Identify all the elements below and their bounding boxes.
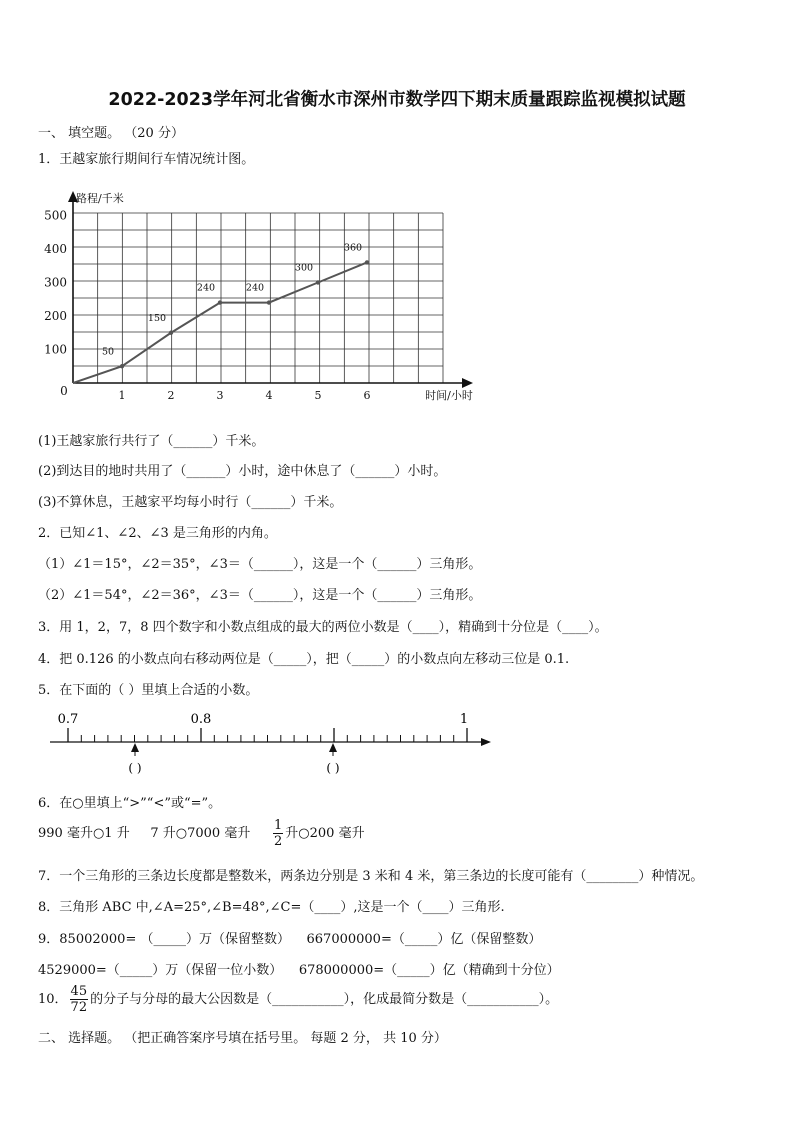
question-1-part-2: (2)到达目的地时共用了（______）小时，途中休息了（______）小时。	[38, 464, 447, 479]
question-1-part-1: (1)王越家旅行共行了（______）千米。	[38, 434, 265, 449]
number-line-arrowhead	[481, 738, 491, 746]
question-6-item-a: 990 毫升○1 升	[38, 826, 130, 841]
question-2-part-1: （1）∠1＝15°，∠2＝35°，∠3＝（______），这是一个（______）三角形。	[38, 557, 482, 572]
y-tick-label: 100	[44, 342, 67, 357]
series-line	[73, 262, 367, 383]
question-9-row-1	[38, 928, 541, 947]
question-6-item-b: 7 升○7000 毫升	[150, 826, 251, 841]
number-line-pointer-2	[329, 743, 337, 756]
question-6-intro: 6．在○里填上“>”“<”或“=”。	[38, 796, 222, 811]
data-point	[365, 260, 369, 264]
data-label: 50	[101, 346, 115, 358]
number-line	[38, 706, 508, 781]
y-tick-label: 200	[44, 309, 67, 323]
x-tick-label: 2	[167, 389, 175, 402]
page-title: 2022-2023学年河北省衡水市深州市数学四下期末质量跟踪监视模拟试题	[108, 90, 686, 110]
question-10-number: 10．	[38, 992, 68, 1007]
x-tick-label: 4	[265, 389, 273, 402]
question-3: 3．用 1，2，7，8 四个数字和小数点组成的最大的两位小数是（____），精确到十分位是（____）。	[38, 620, 608, 635]
question-6-items	[38, 818, 365, 849]
section-heading-fill-blank: 一、 填空题。 （20 分）	[38, 126, 184, 141]
x-axis-arrowhead	[462, 378, 473, 388]
x-tick-label: 5	[314, 389, 322, 402]
question-9-item-d: 678000000=（_____）亿（精确到十分位）	[298, 963, 560, 978]
x-tick-label: 3	[216, 389, 224, 402]
question-6-item-c: 升○200 毫升	[285, 826, 365, 841]
number-line-blank-1: ( )	[128, 761, 142, 775]
number-line-pointer-1	[131, 743, 139, 756]
number-line-label-start: 0.7	[57, 712, 79, 727]
origin-label: 0	[60, 384, 68, 398]
question-5: 5．在下面的（ ）里填上合适的小数。	[38, 683, 259, 698]
line-chart	[38, 180, 478, 408]
data-point	[120, 364, 124, 368]
question-2-intro: 2．已知∠1、∠2、∠3 是三角形的内角。	[38, 526, 277, 541]
data-point	[267, 300, 271, 304]
data-label: 300	[294, 262, 314, 274]
question-2-part-2: （2）∠1＝54°，∠2＝36°，∠3＝（______），这是一个（______）三角形。	[38, 588, 482, 603]
section-heading-multiple-choice: 二、 选择题。 （把正确答案序号填在括号里。 每题 2 分， 共 10 分）	[38, 1031, 447, 1046]
question-9-item-b: 667000000=（_____）亿（保留整数）	[306, 932, 542, 947]
data-point	[169, 331, 173, 335]
question-9-item-a: 9．85002000= （_____）万（保留整数）	[38, 932, 290, 947]
question-1-intro: 1．王越家旅行期间行车情况统计图。	[38, 152, 255, 167]
y-tick-label: 400	[44, 242, 67, 256]
x-tick-label: 6	[363, 389, 371, 402]
number-line-ticks	[68, 728, 467, 742]
data-point	[316, 280, 320, 284]
data-label: 240	[245, 282, 265, 294]
question-10	[38, 984, 558, 1015]
x-axis-title: 时间/小时	[425, 389, 473, 402]
fraction-45-72: $\frac{45}{72}$	[70, 984, 88, 1015]
question-10-text: 的分子与分母的最大公因数是（___________），化成最简分数是（___________）。	[90, 992, 559, 1007]
number-line-label-end: 1	[459, 712, 469, 727]
question-1-part-3: (3)不算休息，王越家平均每小时行（______）千米。	[38, 495, 343, 510]
x-tick-label: 1	[118, 389, 126, 402]
number-line-blank-2: ( )	[326, 761, 340, 775]
number-line-label-mid: 0.8	[190, 712, 212, 727]
data-label: 150	[147, 312, 167, 324]
data-label: 240	[196, 282, 216, 294]
y-tick-label: 500	[44, 208, 67, 223]
y-tick-label: 300	[44, 275, 67, 290]
question-9-row-2	[38, 959, 560, 978]
data-point	[218, 300, 222, 304]
chart-grid	[73, 213, 443, 383]
question-9-item-c: 4529000=（_____）万（保留一位小数）	[38, 963, 283, 978]
question-8: 8．三角形 ABC 中,∠A=25°,∠B=48°,∠C=（____）,这是一个（____）三角形.	[38, 900, 505, 915]
data-label: 360	[343, 242, 363, 254]
y-axis-title: 路程/千米	[76, 192, 124, 205]
fraction-one-half: $\frac{1}{2}$	[274, 818, 283, 849]
question-7: 7．一个三角形的三条边长度都是整数米，两条边分别是 3 米和 4 米，第三条边的长度可能有（________）种情况。	[38, 869, 704, 884]
question-4: 4．把 0.126 的小数点向右移动两位是（_____），把（_____）的小数点向左移动三位是 0.1.	[38, 652, 570, 667]
